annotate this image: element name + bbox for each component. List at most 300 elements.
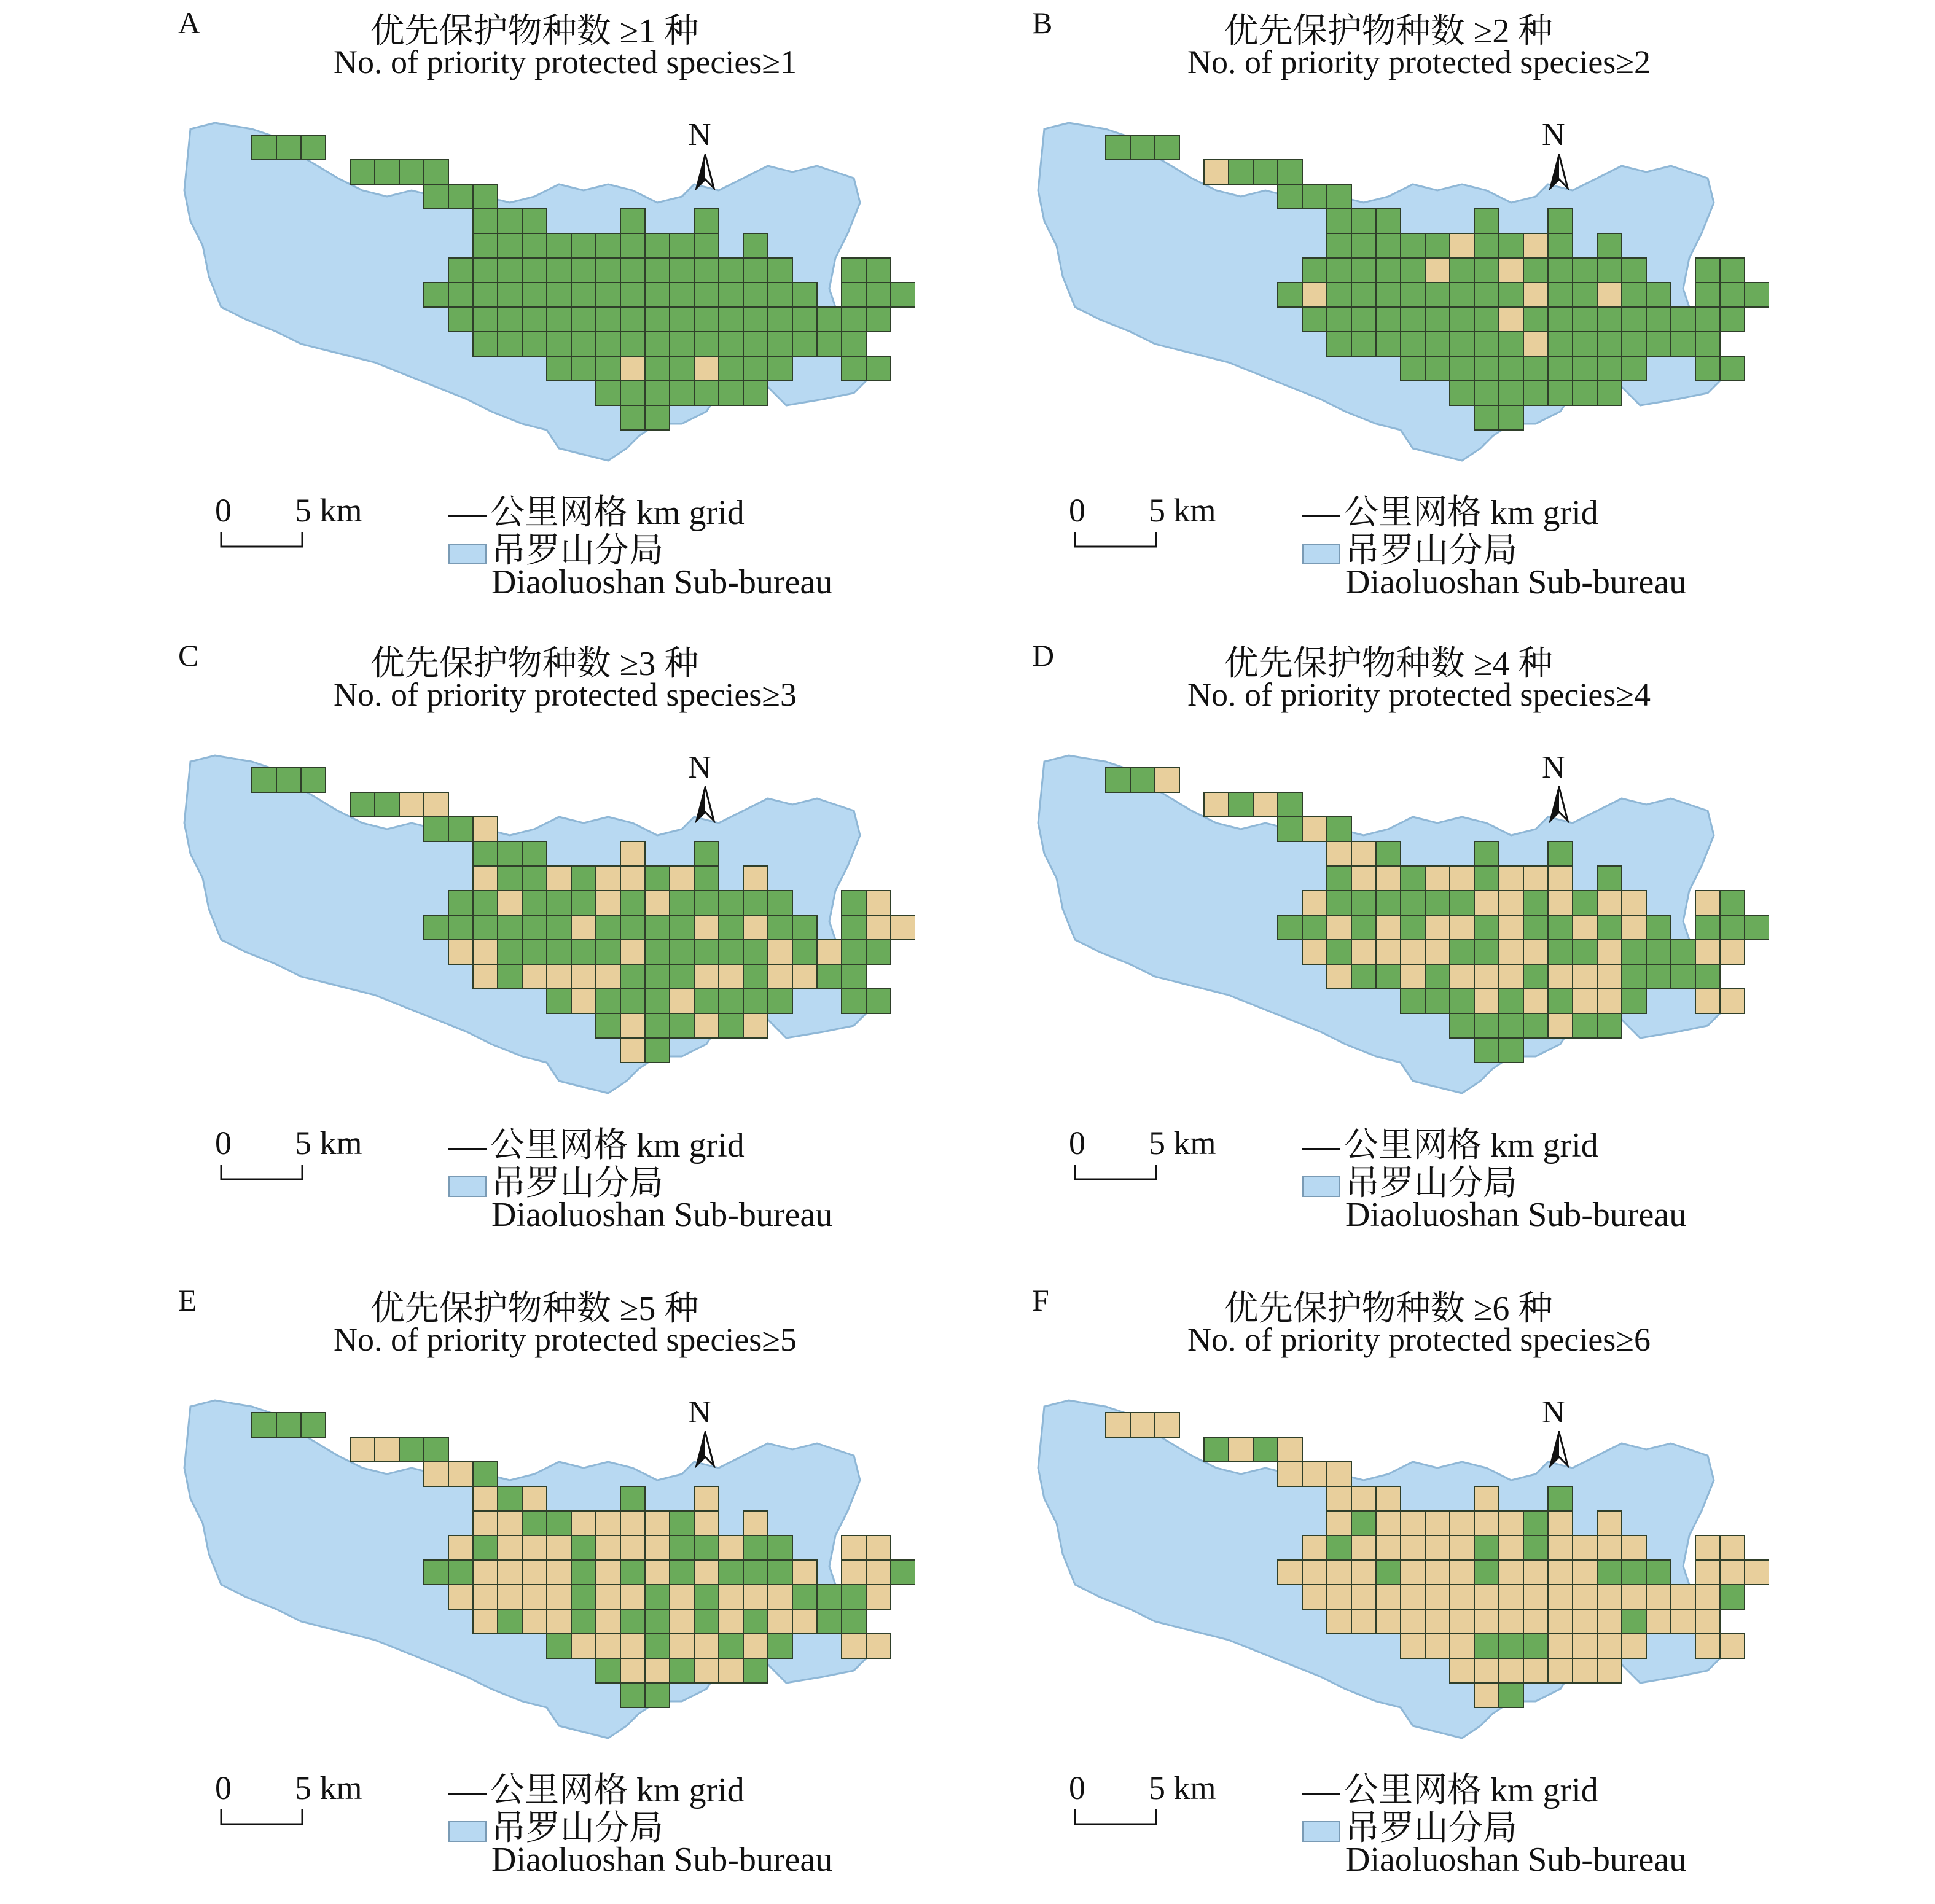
km-grid-cell xyxy=(375,792,399,817)
km-grid-cell xyxy=(1523,381,1548,405)
km-grid-cell xyxy=(547,915,571,940)
km-grid-cell xyxy=(866,356,891,381)
km-grid-cell xyxy=(350,1437,375,1462)
km-grid-cell xyxy=(1302,1535,1327,1560)
km-grid-cell xyxy=(1695,1585,1720,1609)
km-grid-cell xyxy=(1278,1462,1302,1486)
scale-bar xyxy=(1069,1769,1241,1830)
km-grid-cell xyxy=(645,989,670,1013)
km-grid-cell xyxy=(547,1511,571,1535)
panel-title-en: No. of priority protected species≥2 xyxy=(1187,44,1651,80)
km-grid-cell xyxy=(645,1609,670,1634)
km-grid-cell xyxy=(620,405,645,430)
km-grid-cell xyxy=(1523,1585,1548,1609)
map-panel xyxy=(178,638,1087,1259)
km-grid-cell xyxy=(1351,1560,1376,1585)
km-grid-cell xyxy=(1351,233,1376,258)
km-grid-cell xyxy=(448,915,473,940)
km-grid-cell xyxy=(792,283,817,307)
km-grid-cell xyxy=(1351,1535,1376,1560)
km-grid-cell xyxy=(424,1560,448,1585)
km-grid-cell xyxy=(694,1560,719,1585)
km-grid-cell xyxy=(1474,1013,1499,1038)
km-grid-cell xyxy=(645,381,670,405)
scale-bar xyxy=(215,1124,387,1185)
km-grid-cell xyxy=(645,1634,670,1658)
km-grid-cell xyxy=(1474,940,1499,964)
km-grid-cell xyxy=(1720,915,1745,940)
km-grid-cell xyxy=(891,915,915,940)
region-swatch-icon xyxy=(1302,1821,1340,1842)
km-grid-cell xyxy=(498,209,522,233)
km-grid-cell xyxy=(620,332,645,356)
km-grid-cell xyxy=(1376,258,1401,283)
km-grid-cell xyxy=(1671,1585,1695,1609)
km-grid-cell xyxy=(424,792,448,817)
km-grid-cell xyxy=(522,1511,547,1535)
km-grid-cell xyxy=(473,307,498,332)
km-grid-cell xyxy=(596,1585,620,1609)
km-grid-cell xyxy=(1450,332,1474,356)
km-grid-cell xyxy=(596,381,620,405)
km-grid-cell xyxy=(1474,381,1499,405)
km-grid-cell xyxy=(1425,915,1450,940)
legend-region-en: Diaoluoshan Sub-bureau xyxy=(491,1196,833,1234)
km-grid-cell xyxy=(1278,160,1302,184)
km-grid-cell xyxy=(1695,307,1720,332)
km-grid-cell xyxy=(620,1609,645,1634)
panel-title-cn: 优先保护物种数 ≥3 种 xyxy=(370,645,699,683)
km-grid-cell xyxy=(719,332,743,356)
km-grid-cell xyxy=(1548,1634,1573,1658)
km-grid-cell xyxy=(1327,817,1351,841)
km-grid-cell xyxy=(1425,258,1450,283)
km-grid-cell xyxy=(1720,1585,1745,1609)
km-grid-cell xyxy=(1351,915,1376,940)
km-grid-cell xyxy=(350,160,375,184)
km-grid-cell xyxy=(694,1585,719,1609)
km-grid-cell xyxy=(1622,1560,1646,1585)
km-grid-cell xyxy=(1745,283,1769,307)
km-grid-cell xyxy=(1327,1535,1351,1560)
km-grid-cell xyxy=(547,258,571,283)
km-grid-cell xyxy=(694,1013,719,1038)
km-grid-cell xyxy=(620,989,645,1013)
km-grid-cell xyxy=(473,940,498,964)
km-grid-cell xyxy=(1548,1560,1573,1585)
km-grid-cell xyxy=(1597,332,1622,356)
km-grid-cell xyxy=(547,1535,571,1560)
legend-region-en-row xyxy=(1345,563,1686,602)
km-grid-cell xyxy=(1229,160,1253,184)
km-grid-cell xyxy=(1548,1486,1573,1511)
km-grid-cell xyxy=(620,1560,645,1585)
km-grid-cell xyxy=(448,184,473,209)
km-grid-cell xyxy=(1204,1437,1229,1462)
scale-bar-line xyxy=(1074,1808,1166,1827)
km-grid-cell xyxy=(743,915,768,940)
scale-zero-label: 0 xyxy=(1069,1769,1085,1806)
km-grid-cell xyxy=(719,283,743,307)
km-grid-cell xyxy=(1474,283,1499,307)
km-grid-cell xyxy=(1302,307,1327,332)
km-grid-cell xyxy=(1351,940,1376,964)
km-grid-cell xyxy=(424,283,448,307)
km-grid-cell xyxy=(571,1511,596,1535)
km-grid-cell xyxy=(547,1585,571,1609)
scale-zero-label: 0 xyxy=(1069,492,1085,529)
km-grid-cell xyxy=(1474,841,1499,866)
region-swatch-icon xyxy=(448,1176,487,1197)
km-grid-cell xyxy=(498,1535,522,1560)
km-grid-cell xyxy=(743,233,768,258)
km-grid-cell xyxy=(1450,307,1474,332)
km-grid-cell xyxy=(571,307,596,332)
km-grid-cell xyxy=(1695,356,1720,381)
legend-grid-label: 公里网格 km grid xyxy=(490,1771,745,1809)
km-grid-cell xyxy=(1327,307,1351,332)
km-grid-cell xyxy=(1376,209,1401,233)
km-grid-cell xyxy=(596,964,620,989)
km-grid-cell xyxy=(817,940,842,964)
km-grid-cell xyxy=(645,356,670,381)
km-grid-cell xyxy=(1450,1013,1474,1038)
legend-grid-label: 公里网格 km grid xyxy=(490,1126,745,1165)
scale-five-label: 5 km xyxy=(1149,492,1216,529)
km-grid-cell xyxy=(547,356,571,381)
km-grid-cell xyxy=(1302,283,1327,307)
km-grid-cell xyxy=(596,989,620,1013)
km-grid-cell xyxy=(1351,258,1376,283)
km-grid-cell xyxy=(620,866,645,891)
km-grid-cell xyxy=(596,1013,620,1038)
km-grid-cell xyxy=(1499,405,1523,430)
km-grid-cell xyxy=(842,307,866,332)
km-grid-cell xyxy=(743,891,768,915)
km-grid-cell xyxy=(571,1535,596,1560)
km-grid-cell xyxy=(1278,184,1302,209)
legend-grid-label: 公里网格 km grid xyxy=(1344,1771,1598,1809)
km-grid-cell xyxy=(571,233,596,258)
km-grid-cell xyxy=(1474,1683,1499,1707)
km-grid-cell xyxy=(1401,258,1425,283)
km-grid-cell xyxy=(424,184,448,209)
km-grid-cell xyxy=(522,283,547,307)
km-grid-cell xyxy=(1646,1560,1671,1585)
km-grid-cell xyxy=(1450,866,1474,891)
km-grid-cell xyxy=(1401,1634,1425,1658)
km-grid-cell xyxy=(1450,1560,1474,1585)
km-grid-cell xyxy=(498,1560,522,1585)
km-grid-cell xyxy=(694,891,719,915)
km-grid-cell xyxy=(1622,891,1646,915)
km-grid-cell xyxy=(547,866,571,891)
km-grid-cell xyxy=(1376,940,1401,964)
km-grid-cell xyxy=(1523,283,1548,307)
km-grid-cell xyxy=(375,1437,399,1462)
km-grid-cell xyxy=(1548,866,1573,891)
km-grid-cell xyxy=(1499,1560,1523,1585)
km-grid-cell xyxy=(1474,209,1499,233)
scale-zero-label: 0 xyxy=(215,1125,232,1161)
km-grid-cell xyxy=(719,1013,743,1038)
km-grid-cell xyxy=(1499,307,1523,332)
km-grid-cell xyxy=(842,1560,866,1585)
map-panel xyxy=(1032,638,1935,1259)
km-grid-cell xyxy=(1671,1609,1695,1634)
km-grid-cell xyxy=(473,891,498,915)
km-grid-cell xyxy=(1474,891,1499,915)
km-grid-cell xyxy=(719,915,743,940)
km-grid-cell xyxy=(498,940,522,964)
km-grid-cell xyxy=(1523,1658,1548,1683)
km-grid-cell xyxy=(1302,258,1327,283)
panel-title-cn: 优先保护物种数 ≥1 种 xyxy=(370,12,699,50)
km-grid-cell xyxy=(1425,866,1450,891)
km-grid-cell xyxy=(448,1560,473,1585)
km-grid-cell xyxy=(1450,891,1474,915)
km-grid-cell xyxy=(498,258,522,283)
km-grid-cell xyxy=(694,841,719,866)
scale-zero-label: 0 xyxy=(215,492,232,529)
km-grid-cell xyxy=(1425,940,1450,964)
km-grid-cell xyxy=(1253,1437,1278,1462)
km-grid-cell xyxy=(1695,964,1720,989)
north-label: N xyxy=(688,1395,711,1430)
km-grid-cell xyxy=(1622,332,1646,356)
km-grid-cell xyxy=(694,283,719,307)
km-grid-cell xyxy=(1351,1585,1376,1609)
km-grid-cell xyxy=(571,356,596,381)
km-grid-cell xyxy=(768,307,792,332)
km-grid-cell xyxy=(1745,915,1769,940)
scale-five-label: 5 km xyxy=(295,1125,362,1161)
km-grid-cell xyxy=(743,332,768,356)
km-grid-cell xyxy=(670,381,694,405)
km-grid-cell xyxy=(1351,1511,1376,1535)
km-grid-cell xyxy=(768,1609,792,1634)
km-grid-cell xyxy=(1351,1486,1376,1511)
km-grid-cell xyxy=(1327,1609,1351,1634)
km-grid-cell xyxy=(1745,1560,1769,1585)
km-grid-cell xyxy=(522,209,547,233)
km-grid-cell xyxy=(522,332,547,356)
km-grid-cell xyxy=(866,915,891,940)
km-grid-cell xyxy=(842,891,866,915)
km-grid-cell xyxy=(1548,1013,1573,1038)
km-grid-cell xyxy=(1302,940,1327,964)
km-grid-cell xyxy=(1204,160,1229,184)
km-grid-cell xyxy=(1523,332,1548,356)
km-grid-cell xyxy=(768,964,792,989)
km-grid-cell xyxy=(719,1609,743,1634)
km-grid-cell xyxy=(1573,1535,1597,1560)
km-grid-cell xyxy=(498,841,522,866)
km-grid-cell xyxy=(792,1609,817,1634)
km-grid-cell xyxy=(1401,332,1425,356)
km-grid-cell xyxy=(670,233,694,258)
km-grid-cell xyxy=(1499,989,1523,1013)
region-map xyxy=(178,1382,915,1750)
km-grid-cell xyxy=(596,1511,620,1535)
km-grid-cell xyxy=(1425,964,1450,989)
km-grid-cell xyxy=(1548,1585,1573,1609)
km-grid-cell xyxy=(866,891,891,915)
km-grid-cell xyxy=(1548,307,1573,332)
km-grid-cell xyxy=(768,356,792,381)
km-grid-cell xyxy=(252,135,276,160)
km-grid-cell xyxy=(670,1634,694,1658)
km-grid-cell xyxy=(1376,915,1401,940)
km-grid-cell xyxy=(1499,1511,1523,1535)
km-grid-cell xyxy=(743,381,768,405)
km-grid-cell xyxy=(1695,915,1720,940)
km-grid-cell xyxy=(473,1609,498,1634)
km-grid-cell xyxy=(596,1560,620,1585)
km-grid-cell xyxy=(719,1634,743,1658)
km-grid-cell xyxy=(522,1486,547,1511)
km-grid-cell xyxy=(768,891,792,915)
km-grid-cell xyxy=(596,915,620,940)
km-grid-cell xyxy=(670,1658,694,1683)
km-grid-cell xyxy=(620,1683,645,1707)
km-grid-cell xyxy=(817,332,842,356)
km-grid-cell xyxy=(670,940,694,964)
km-grid-cell xyxy=(645,1585,670,1609)
km-grid-cell xyxy=(596,1535,620,1560)
km-grid-cell xyxy=(1253,792,1278,817)
scale-bar xyxy=(1069,491,1241,553)
km-grid-cell xyxy=(473,915,498,940)
km-grid-cell xyxy=(620,964,645,989)
km-grid-cell xyxy=(670,1609,694,1634)
km-grid-cell xyxy=(1671,332,1695,356)
km-grid-cell xyxy=(1327,1486,1351,1511)
km-grid-cell xyxy=(571,332,596,356)
km-grid-cell xyxy=(743,283,768,307)
km-grid-cell xyxy=(1327,1585,1351,1609)
map-panel xyxy=(178,6,1087,626)
km-grid-cell xyxy=(670,307,694,332)
km-grid-cell xyxy=(1597,1511,1622,1535)
km-grid-cell xyxy=(547,332,571,356)
km-grid-cell xyxy=(792,1560,817,1585)
km-grid-cell xyxy=(1523,915,1548,940)
km-grid-cell xyxy=(1573,989,1597,1013)
km-grid-cell xyxy=(1278,817,1302,841)
km-grid-cell xyxy=(1573,940,1597,964)
km-grid-cell xyxy=(547,964,571,989)
km-grid-cell xyxy=(1622,915,1646,940)
km-grid-cell xyxy=(522,1560,547,1585)
km-grid-cell xyxy=(1351,964,1376,989)
km-grid-cell xyxy=(719,989,743,1013)
km-grid-cell xyxy=(522,841,547,866)
km-grid-cell xyxy=(1573,1658,1597,1683)
km-grid-cell xyxy=(1597,1609,1622,1634)
km-grid-cell xyxy=(424,817,448,841)
km-grid-cell xyxy=(498,915,522,940)
km-grid-cell xyxy=(498,307,522,332)
km-grid-cell xyxy=(1327,1462,1351,1486)
km-grid-cell xyxy=(1278,283,1302,307)
km-grid-cell xyxy=(1597,1658,1622,1683)
km-grid-cell xyxy=(1523,356,1548,381)
km-grid-cell xyxy=(1450,915,1474,940)
km-grid-cell xyxy=(743,1634,768,1658)
km-grid-cell xyxy=(498,866,522,891)
km-grid-cell xyxy=(670,1535,694,1560)
km-grid-cell xyxy=(1499,381,1523,405)
km-grid-cell xyxy=(448,817,473,841)
km-grid-cell xyxy=(1548,209,1573,233)
km-grid-cell xyxy=(448,283,473,307)
km-grid-cell xyxy=(1253,160,1278,184)
km-grid-cell xyxy=(1622,1585,1646,1609)
km-grid-cell xyxy=(694,258,719,283)
km-grid-cell xyxy=(891,1560,915,1585)
km-grid-cell xyxy=(1425,891,1450,915)
km-grid-cell xyxy=(866,283,891,307)
km-grid-cell xyxy=(768,1634,792,1658)
km-grid-cell xyxy=(1302,891,1327,915)
km-grid-cell xyxy=(522,1535,547,1560)
km-grid-cell xyxy=(719,356,743,381)
km-grid-cell xyxy=(522,258,547,283)
legend-region-en: Diaoluoshan Sub-bureau xyxy=(1345,1196,1687,1234)
km-grid-cell xyxy=(792,307,817,332)
km-grid-cell xyxy=(645,1013,670,1038)
legend-region-cn: 吊罗山分局 xyxy=(1345,1809,1517,1847)
km-grid-cell xyxy=(522,964,547,989)
km-grid-cell xyxy=(596,307,620,332)
km-grid-cell xyxy=(792,1585,817,1609)
km-grid-cell xyxy=(1401,307,1425,332)
km-grid-cell xyxy=(1106,135,1130,160)
km-grid-cell xyxy=(1401,915,1425,940)
km-grid-cell xyxy=(473,209,498,233)
panel-letter: A xyxy=(178,6,201,40)
km-grid-cell xyxy=(1622,1535,1646,1560)
km-grid-cell xyxy=(399,792,424,817)
km-grid-cell xyxy=(596,283,620,307)
scale-bar xyxy=(1069,1124,1241,1185)
km-grid-cell xyxy=(424,1462,448,1486)
km-grid-cell xyxy=(1106,768,1130,792)
km-grid-cell xyxy=(1622,1634,1646,1658)
km-grid-cell xyxy=(522,1609,547,1634)
km-grid-cell xyxy=(1376,1560,1401,1585)
grid-line-icon xyxy=(448,515,487,517)
km-grid-cell xyxy=(743,940,768,964)
km-grid-cell xyxy=(817,307,842,332)
km-grid-cell xyxy=(645,307,670,332)
km-grid-cell xyxy=(1351,283,1376,307)
km-grid-cell xyxy=(498,1609,522,1634)
km-grid-cell xyxy=(620,1013,645,1038)
km-grid-cell xyxy=(1155,768,1179,792)
km-grid-cell xyxy=(719,258,743,283)
scale-five-label: 5 km xyxy=(295,492,362,529)
region-map xyxy=(178,737,915,1106)
km-grid-cell xyxy=(1351,841,1376,866)
km-grid-cell xyxy=(743,356,768,381)
legend-grid-label: 公里网格 km grid xyxy=(1344,494,1598,532)
km-grid-cell xyxy=(547,1609,571,1634)
km-grid-cell xyxy=(1450,1609,1474,1634)
km-grid-cell xyxy=(1548,283,1573,307)
km-grid-cell xyxy=(1597,307,1622,332)
